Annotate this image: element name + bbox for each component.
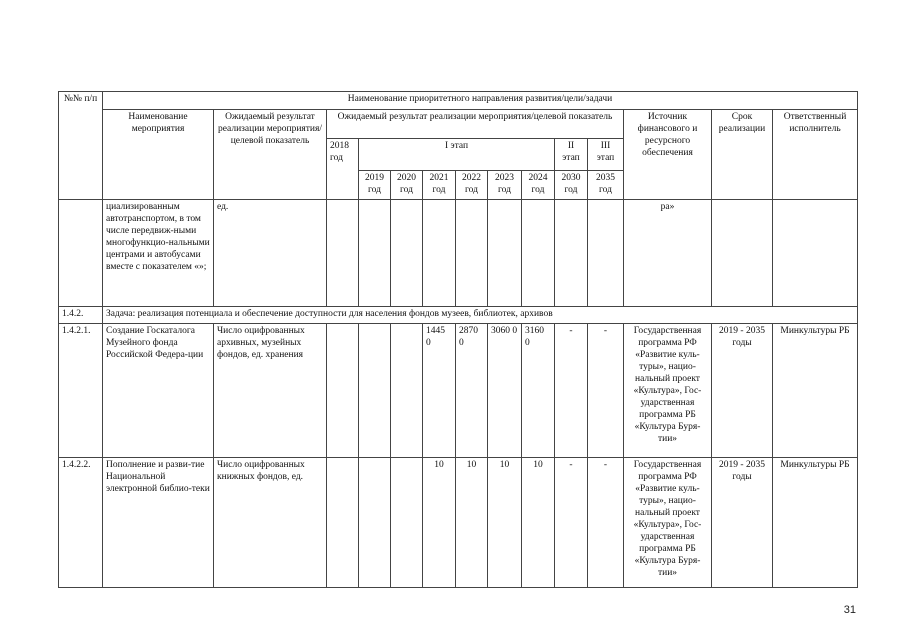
header-expected-result: Ожидаемый результат реализации мероприятия/целевой показатель bbox=[214, 110, 327, 200]
header-row-2 bbox=[59, 110, 858, 139]
row-2019 bbox=[359, 458, 391, 588]
row-2030: - bbox=[555, 324, 588, 458]
row-2023: 10 bbox=[488, 458, 522, 588]
row-result: Число оцифрованных книжных фондов, ед. bbox=[214, 458, 327, 588]
plan-table bbox=[58, 91, 858, 588]
row-event: Создание Госкаталога Музейного фонда Российской Федера-ции bbox=[103, 324, 214, 458]
row-term: 2019 - 2035 годы bbox=[712, 458, 773, 588]
row-responsible: Минкультуры РБ bbox=[773, 324, 858, 458]
header-direction: Наименование приоритетного направления развития/цели/задачи bbox=[103, 92, 858, 110]
row-result: Число оцифрованных архивных, музейных фондов, ед. хранения bbox=[214, 324, 327, 458]
header-2018: 2018 год bbox=[327, 139, 359, 200]
row-event: Пополнение и разви-тие Национальной электронной библио-теки bbox=[103, 458, 214, 588]
row-responsible: Минкультуры РБ bbox=[773, 458, 858, 588]
row-2018 bbox=[327, 324, 359, 458]
header-2035: 2035 год bbox=[588, 171, 624, 200]
continued-row bbox=[59, 200, 858, 307]
header-2020: 2020 год bbox=[391, 171, 423, 200]
row-2020 bbox=[391, 324, 423, 458]
row-2024: 10 bbox=[522, 458, 555, 588]
row-2021: 10 bbox=[423, 458, 456, 588]
header-2021: 2021 год bbox=[423, 171, 456, 200]
table-row bbox=[59, 324, 858, 458]
task-text: Задача: реализация потенциала и обеспечение доступности для населения фондов музеев, библиотек, архивов bbox=[103, 307, 858, 324]
row-2024: 3160 0 bbox=[522, 324, 555, 458]
continued-source: ра» bbox=[624, 200, 712, 307]
header-term: Срок реализации bbox=[712, 110, 773, 200]
continued-result: ед. bbox=[214, 200, 327, 307]
row-source: Государственная программа РФ «Развитие куль-туры», нацио-нальный проект «Культура», Гос-ударственная программа РБ «Культура Буря-тии» bbox=[624, 324, 712, 458]
row-2035: - bbox=[588, 458, 624, 588]
header-stage-3: III этап bbox=[588, 139, 624, 171]
header-row-1 bbox=[59, 92, 858, 110]
row-num: 1.4.2.1. bbox=[59, 324, 103, 458]
row-num: 1.4.2.2. bbox=[59, 458, 103, 588]
task-num: 1.4.2. bbox=[59, 307, 103, 324]
continued-event: циализированным автотранспортом, в том числе передвиж-ными многофункцио-нальными центрами и автобусами вместе с показателем «»; bbox=[103, 200, 214, 307]
table-row bbox=[59, 458, 858, 588]
page-number: 31 bbox=[843, 604, 856, 616]
row-2022: 10 bbox=[456, 458, 488, 588]
row-2018 bbox=[327, 458, 359, 588]
header-2023: 2023 год bbox=[488, 171, 522, 200]
header-expected-result-span: Ожидаемый результат реализации мероприятия/целевой показатель bbox=[327, 110, 624, 139]
row-2021: 1445 0 bbox=[423, 324, 456, 458]
row-source: Государственная программа РФ «Развитие куль-туры», нацио-нальный проект «Культура», Гос-ударственная программа РБ «Культура Буря-тии» bbox=[624, 458, 712, 588]
row-2035: - bbox=[588, 324, 624, 458]
row-2022: 2870 0 bbox=[456, 324, 488, 458]
header-num: №№ п/п bbox=[59, 92, 103, 200]
row-term: 2019 - 2035 годы bbox=[712, 324, 773, 458]
header-2030: 2030 год bbox=[555, 171, 588, 200]
continued-num bbox=[59, 200, 103, 307]
header-2022: 2022 год bbox=[456, 171, 488, 200]
row-2030: - bbox=[555, 458, 588, 588]
header-2024: 2024 год bbox=[522, 171, 555, 200]
row-2023: 3060 0 bbox=[488, 324, 522, 458]
header-source: Источник финансового и ресурсного обеспечения bbox=[624, 110, 712, 200]
task-row bbox=[59, 307, 858, 324]
row-2019 bbox=[359, 324, 391, 458]
header-2019: 2019 год bbox=[359, 171, 391, 200]
header-event-name: Наименование мероприятия bbox=[103, 110, 214, 200]
header-stage-2: II этап bbox=[555, 139, 588, 171]
row-2020 bbox=[391, 458, 423, 588]
header-responsible: Ответственный исполнитель bbox=[773, 110, 858, 200]
header-stage-1: I этап bbox=[359, 139, 555, 171]
